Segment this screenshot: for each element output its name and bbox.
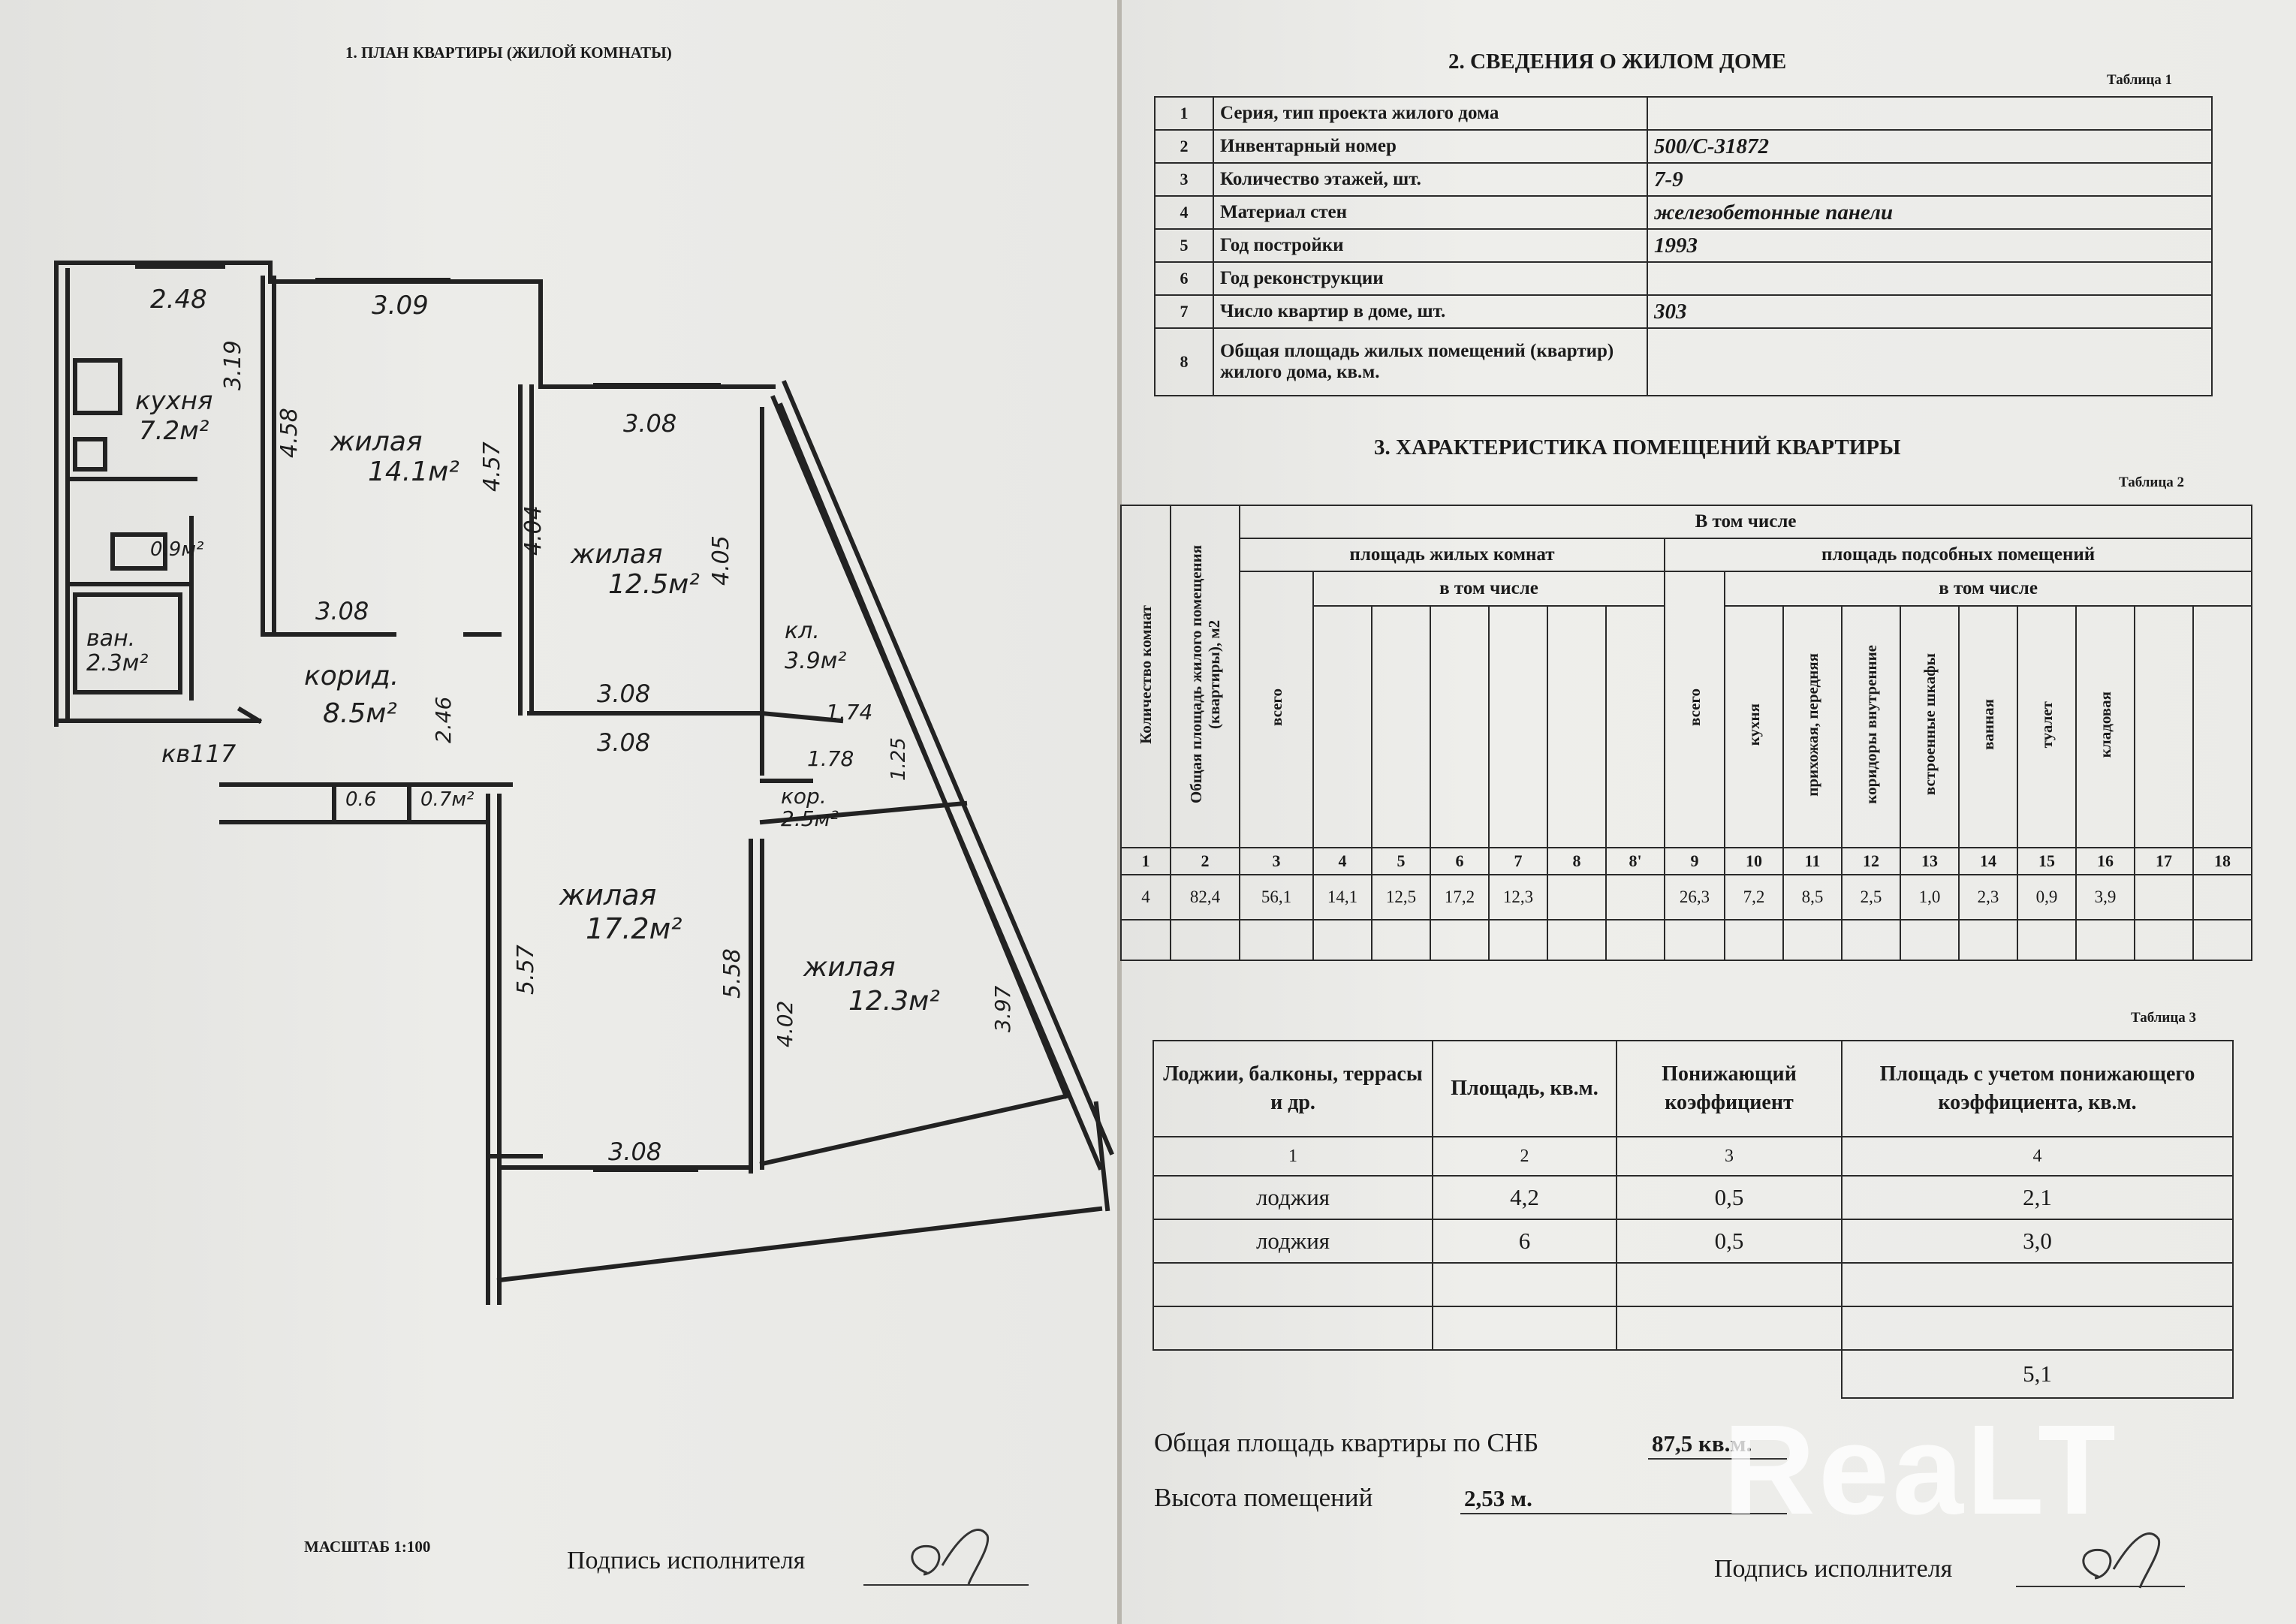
- table-cell: 3,0: [1842, 1219, 2233, 1263]
- corridor-len: 2.46: [431, 696, 456, 743]
- table-cell: [1606, 875, 1665, 920]
- header-empty: [2135, 606, 2193, 848]
- header-count: Количество комнат: [1121, 505, 1171, 848]
- room2-name: жилая: [571, 539, 663, 570]
- table-cell: 12: [1842, 848, 1900, 875]
- header-bath: ванная: [1959, 606, 2017, 848]
- table-row: [1153, 1219, 2233, 1263]
- table-cell: [1725, 920, 1783, 960]
- table-cell: 9: [1665, 848, 1725, 875]
- table-cell: 10: [1725, 848, 1783, 875]
- table-row: [1155, 295, 2212, 328]
- table-row: [1153, 1176, 2233, 1219]
- table-cell: 3: [1240, 848, 1313, 875]
- corridor2-len: 1.25: [887, 737, 910, 781]
- table-cell: [1783, 920, 1842, 960]
- corridor2-name: кор.: [781, 784, 827, 809]
- room4-left: 4.02: [773, 1000, 797, 1047]
- corridor-name: корид.: [304, 661, 399, 691]
- room3-left: 5.57: [513, 945, 539, 995]
- total-area-label: Общая площадь квартиры по СНБ: [1154, 1428, 1539, 1457]
- header-empty: [1430, 606, 1489, 848]
- table-cell: 1: [1153, 1137, 1433, 1176]
- row-number: 6: [1155, 262, 1213, 295]
- row-value: [1647, 328, 2212, 396]
- corridor-bottom: 3.08: [597, 728, 651, 757]
- table-cell: [1547, 875, 1606, 920]
- pantry-name: кл.: [785, 618, 820, 644]
- table-cell: [2193, 875, 2252, 920]
- header-empty: [1372, 606, 1430, 848]
- blank-row: [1121, 920, 2252, 960]
- table-cell: 16: [2076, 848, 2135, 875]
- sink: [75, 439, 105, 469]
- table-cell: [1433, 1306, 1617, 1350]
- table-cell: [2076, 920, 2135, 960]
- room3-name: жилая: [559, 878, 657, 911]
- table-cell: 8: [1547, 848, 1606, 875]
- plan-title: 1. ПЛАН КВАРТИРЫ (ЖИЛОЙ КОМНАТЫ): [345, 44, 672, 62]
- header-empty: [1489, 606, 1547, 848]
- table-cell: 1: [1121, 848, 1171, 875]
- table-cell: 1,0: [1900, 875, 1959, 920]
- table-row: [1155, 130, 2212, 163]
- room1-area: 14.1м²: [368, 456, 460, 487]
- table-row: [1153, 1263, 2233, 1306]
- header-coef: Понижающий коэффициент: [1617, 1041, 1842, 1137]
- table-cell: 0,5: [1617, 1176, 1842, 1219]
- table-cell: [1433, 1263, 1617, 1306]
- header-empty: [1606, 606, 1665, 848]
- table-cell: [1372, 920, 1430, 960]
- header-all: всего: [1240, 571, 1313, 848]
- table-cell: [1153, 1263, 1433, 1306]
- table-cell: 15: [2017, 848, 2076, 875]
- table-cell: 18: [2193, 848, 2252, 875]
- row-label: Общая площадь жилых помещений (квартир) жилого дома, кв.м.: [1213, 328, 1647, 396]
- row-value: [1647, 97, 2212, 130]
- window: [135, 264, 225, 269]
- row-label: Год постройки: [1213, 229, 1647, 262]
- row-value: 1993: [1647, 229, 2212, 262]
- height-label: Высота помещений: [1154, 1483, 1373, 1512]
- table-cell: [1489, 920, 1547, 960]
- row-number: 3: [1155, 163, 1213, 196]
- table-cell: 14: [1959, 848, 2017, 875]
- header-incl: В том числе: [1240, 505, 2252, 538]
- room2-top: 3.08: [623, 409, 677, 438]
- table-row: [1155, 97, 2212, 130]
- room1-name: жилая: [330, 426, 423, 457]
- header-incl2: в том числе: [1313, 571, 1665, 606]
- table-cell: [1313, 920, 1372, 960]
- kitchen-height: 3.19: [220, 340, 246, 390]
- header-total: Общая площадь жилого помещения (квартиры), м2: [1171, 505, 1240, 848]
- table-cell: [1153, 1350, 1433, 1398]
- table-cell: [2017, 920, 2076, 960]
- bath-name: ван.: [86, 625, 136, 652]
- table-cell: 3,9: [2076, 875, 2135, 920]
- table-cell: 2: [1433, 1137, 1617, 1176]
- table-row: [1155, 262, 2212, 295]
- header-empty: [2193, 606, 2252, 848]
- header-all: всего: [1665, 571, 1725, 848]
- row-label: Материал стен: [1213, 196, 1647, 229]
- table-cell: [1606, 920, 1665, 960]
- header-living: площадь жилых комнат: [1240, 538, 1665, 571]
- row-value: железобетонные панели: [1647, 196, 2212, 229]
- flat-number: кв117: [161, 740, 237, 768]
- table-cell: 17: [2135, 848, 2193, 875]
- table-row: [1155, 328, 2212, 396]
- floor-plan: [0, 0, 1119, 1502]
- pantry-area: 3.9м²: [785, 648, 847, 674]
- corridor2-area: 2.5м²: [781, 806, 839, 831]
- row-label: Год реконструкции: [1213, 262, 1647, 295]
- room4-area: 12.3м²: [848, 986, 940, 1017]
- table-cell: 8,5: [1783, 875, 1842, 920]
- row-number: 2: [1155, 130, 1213, 163]
- table-cell: [1959, 920, 2017, 960]
- table-cell: [1153, 1306, 1433, 1350]
- signature-label-left: Подпись исполнителя: [567, 1547, 806, 1574]
- header-reduced: Площадь с учетом понижающего коэффициента, кв.м.: [1842, 1041, 2233, 1137]
- closet-a: 0.6: [345, 788, 377, 811]
- table-cell: 4: [1313, 848, 1372, 875]
- header-toilet: туалет: [2017, 606, 2076, 848]
- table-cell: [2193, 920, 2252, 960]
- window: [315, 278, 450, 282]
- header-corridors: коридоры внутренние: [1842, 606, 1900, 848]
- header-hall: прихожая, передняя: [1783, 606, 1842, 848]
- row-value: 303: [1647, 295, 2212, 328]
- room1-top: 3.09: [372, 291, 429, 321]
- row-label: Число квартир в доме, шт.: [1213, 295, 1647, 328]
- row-value: 500/С-31872: [1647, 130, 2212, 163]
- table-cell: [1617, 1350, 1842, 1398]
- table-cell: 4: [1842, 1137, 2233, 1176]
- loggia-total: 5,1: [1842, 1350, 2233, 1398]
- table-row: [1155, 163, 2212, 196]
- table-row: [1155, 229, 2212, 262]
- signature-label-right: Подпись исполнителя: [1714, 1555, 1953, 1583]
- room4-right: 3.97: [990, 985, 1015, 1032]
- total-row: [1153, 1350, 2233, 1398]
- kitchen-name: кухня: [135, 386, 213, 416]
- room3-right: 5.58: [719, 948, 746, 999]
- header-incl2: в том числе: [1725, 571, 2252, 606]
- table-cell: 17,2: [1430, 875, 1489, 920]
- watermark-logo: ReaLT: [1723, 1399, 2119, 1541]
- rooms-table: [1120, 505, 2252, 961]
- signature-left: [897, 1520, 1017, 1592]
- height-value: 2,53 м.: [1464, 1485, 1532, 1511]
- table-cell: 7: [1489, 848, 1547, 875]
- total-area-value: 87,5 кв.м.: [1652, 1430, 1752, 1457]
- table-cell: 2,5: [1842, 875, 1900, 920]
- stove: [75, 360, 120, 413]
- table-cell: 3: [1617, 1137, 1842, 1176]
- table-cell: 7,2: [1725, 875, 1783, 920]
- row-label: Инвентарный номер: [1213, 130, 1647, 163]
- wall: [1096, 1104, 1107, 1209]
- table-cell: 0,9: [2017, 875, 2076, 920]
- table-cell: [1617, 1263, 1842, 1306]
- row-number: 7: [1155, 295, 1213, 328]
- header-kitchen: кухня: [1725, 606, 1783, 848]
- table-cell: [1842, 920, 1900, 960]
- table-cell: 0,5: [1617, 1219, 1842, 1263]
- toilet-area: 0.9м²: [150, 538, 204, 561]
- table-cell: 2,3: [1959, 875, 2017, 920]
- table-cell: 2: [1171, 848, 1240, 875]
- room1-right: 4.57: [479, 441, 505, 492]
- header-closets: встроенные шкафы: [1900, 606, 1959, 848]
- room1-left: 4.58: [276, 408, 303, 458]
- table2-label: Таблица 2: [2119, 475, 2185, 490]
- table-cell: 2,1: [1842, 1176, 2233, 1219]
- header-aux: площадь подсобных помещений: [1665, 538, 2252, 571]
- room4-name: жилая: [803, 952, 896, 983]
- window: [593, 1168, 698, 1172]
- table-cell: [1665, 920, 1725, 960]
- wall: [762, 1096, 1066, 1164]
- room3-bottom: 3.08: [608, 1137, 662, 1166]
- table-row: [1155, 196, 2212, 229]
- table-cell: лоджия: [1153, 1219, 1433, 1263]
- row-value: [1647, 262, 2212, 295]
- table-row: [1153, 1306, 2233, 1350]
- table-cell: 6: [1433, 1219, 1617, 1263]
- house-section-title: 2. СВЕДЕНИЯ О ЖИЛОМ ДОМЕ: [1448, 50, 1787, 74]
- row-number: 1: [1155, 97, 1213, 130]
- room2-bottom: 3.08: [597, 679, 651, 708]
- row-number: 4: [1155, 196, 1213, 229]
- table-cell: [1842, 1263, 2233, 1306]
- row-value: 7-9: [1647, 163, 2212, 196]
- table-cell: 12,5: [1372, 875, 1430, 920]
- table-cell: 82,4: [1171, 875, 1240, 920]
- window: [593, 383, 721, 387]
- header-empty: [1313, 606, 1372, 848]
- header-empty: [1547, 606, 1606, 848]
- closet-b: 0.7м²: [420, 788, 475, 811]
- table-cell: [1842, 1306, 2233, 1350]
- kitchen-area: 7.2м²: [139, 416, 209, 446]
- header-pantry: кладовая: [2076, 606, 2135, 848]
- table-cell: 5: [1372, 848, 1430, 875]
- table-cell: [1433, 1350, 1617, 1398]
- table-cell: [1240, 920, 1313, 960]
- table-cell: 56,1: [1240, 875, 1313, 920]
- table-cell: 8': [1606, 848, 1665, 875]
- table-cell: [1547, 920, 1606, 960]
- table-cell: 14,1: [1313, 875, 1372, 920]
- table-cell: 4: [1121, 875, 1171, 920]
- table3-label: Таблица 3: [2131, 1010, 2197, 1026]
- rooms-section-title: 3. ХАРАКТЕРИСТИКА ПОМЕЩЕНИЙ КВАРТИРЫ: [1374, 435, 1901, 459]
- row-label: Серия, тип проекта жилого дома: [1213, 97, 1647, 130]
- table-cell: [1121, 920, 1171, 960]
- room1-bottom: 3.08: [315, 597, 369, 625]
- pantry-w2: 1.78: [807, 746, 854, 771]
- room2-area: 12.5м²: [608, 569, 700, 600]
- bath-area: 2.3м²: [86, 650, 149, 676]
- index-row: [1153, 1137, 2233, 1176]
- table-cell: [1171, 920, 1240, 960]
- table-cell: [2135, 875, 2193, 920]
- pantry-w1: 1.74: [826, 700, 873, 725]
- row-number: 5: [1155, 229, 1213, 262]
- row-label: Количество этажей, шт.: [1213, 163, 1647, 196]
- table-cell: 6: [1430, 848, 1489, 875]
- loggia-table: [1153, 1040, 2234, 1399]
- row-number: 8: [1155, 328, 1213, 396]
- kitchen-width: 2.48: [150, 285, 207, 315]
- corridor-area: 8.5м²: [323, 698, 397, 729]
- table-cell: [1617, 1306, 1842, 1350]
- header-loggias: Лоджии, балконы, террасы и др.: [1153, 1041, 1433, 1137]
- room2-right: 4.05: [708, 535, 734, 586]
- wall: [499, 1209, 1100, 1280]
- scale-label: МАСШТАБ 1:100: [304, 1538, 431, 1556]
- header-area: Площадь, кв.м.: [1433, 1041, 1617, 1137]
- table-cell: 12,3: [1489, 875, 1547, 920]
- table-cell: 11: [1783, 848, 1842, 875]
- table-cell: 4,2: [1433, 1176, 1617, 1219]
- table-cell: 26,3: [1665, 875, 1725, 920]
- table-cell: 13: [1900, 848, 1959, 875]
- values-row: [1121, 875, 2252, 920]
- table1-label: Таблица 1: [2107, 72, 2173, 88]
- room2-left: 4.04: [520, 505, 547, 556]
- index-row: [1121, 848, 2252, 875]
- table-cell: [1430, 920, 1489, 960]
- table-cell: [2135, 920, 2193, 960]
- table-cell: лоджия: [1153, 1176, 1433, 1219]
- table-cell: [1900, 920, 1959, 960]
- house-table: [1154, 96, 2213, 396]
- room3-area: 17.2м²: [586, 912, 682, 945]
